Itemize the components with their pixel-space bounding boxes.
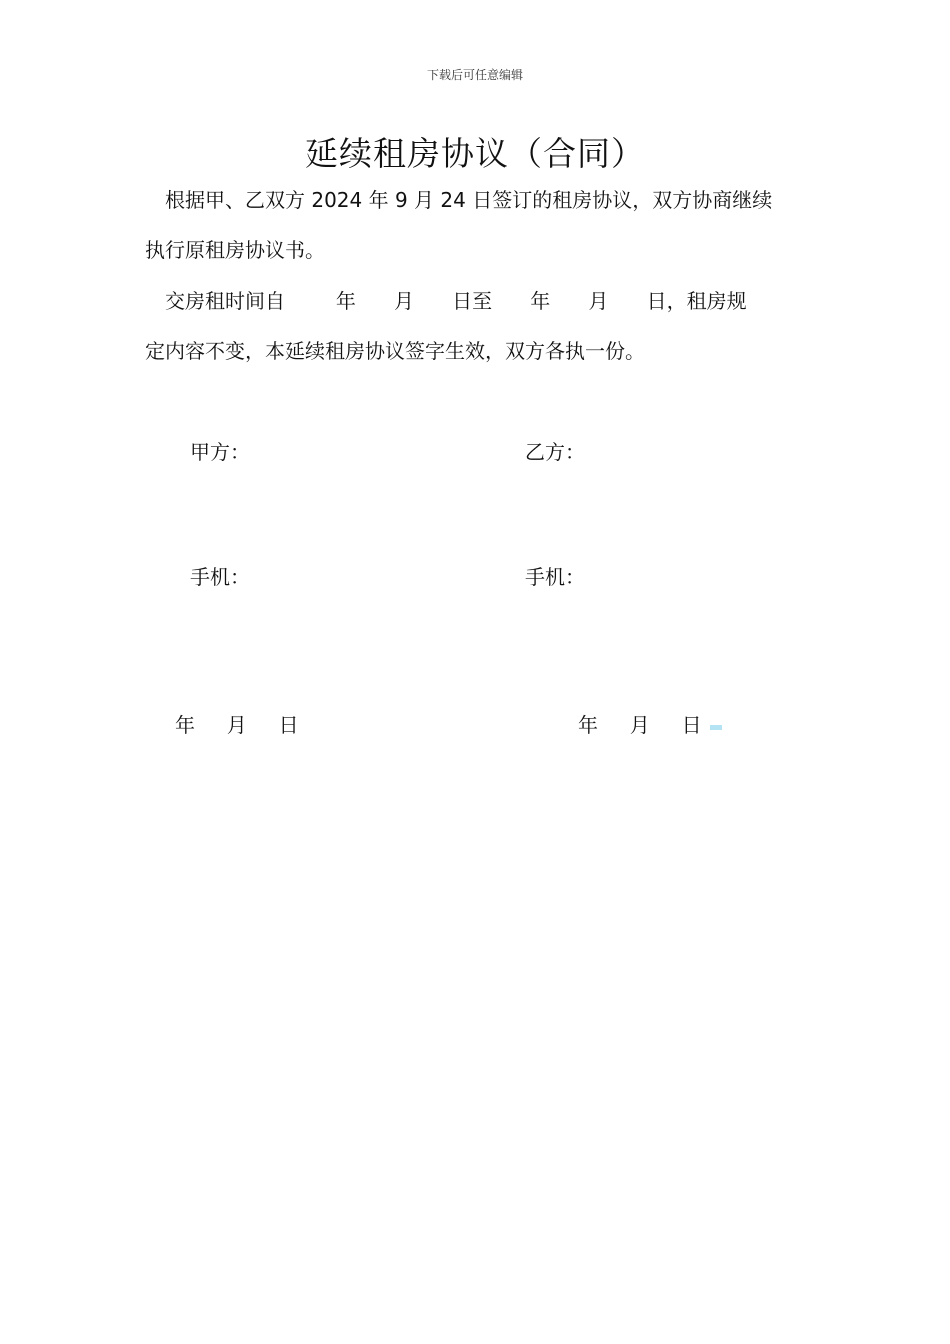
party-a-phone-label: 手机： <box>190 565 250 589</box>
paragraph-rent-period <box>145 276 810 376</box>
paragraph1-line2: 执行原租房协议书。 <box>145 238 325 262</box>
download-note: 下载后可任意编辑 <box>426 68 523 82</box>
document-title: 延续租房协议（合同） <box>305 134 645 173</box>
text-cursor-marker <box>710 725 722 730</box>
party-b-label: 乙方： <box>525 440 585 464</box>
party-a-label: 甲方： <box>190 440 250 464</box>
party-a-date: 年 月 日 <box>175 713 299 737</box>
paragraph2-line2: 定内容不变，本延续租房协议签字生效，双方各执一份。 <box>145 339 645 363</box>
paragraph2-line1: 交房租时间自 年 月 日至 年 月 日，租房规 <box>165 289 747 313</box>
paragraph1-line1: 根据甲、乙双方 2024 年 9 月 24 日签订的租房协议，双方协商继续 <box>165 188 773 212</box>
party-b-date: 年 月 日 <box>578 713 702 737</box>
party-b-phone-label: 手机： <box>525 565 585 589</box>
paragraph-agreement-basis <box>145 175 810 275</box>
